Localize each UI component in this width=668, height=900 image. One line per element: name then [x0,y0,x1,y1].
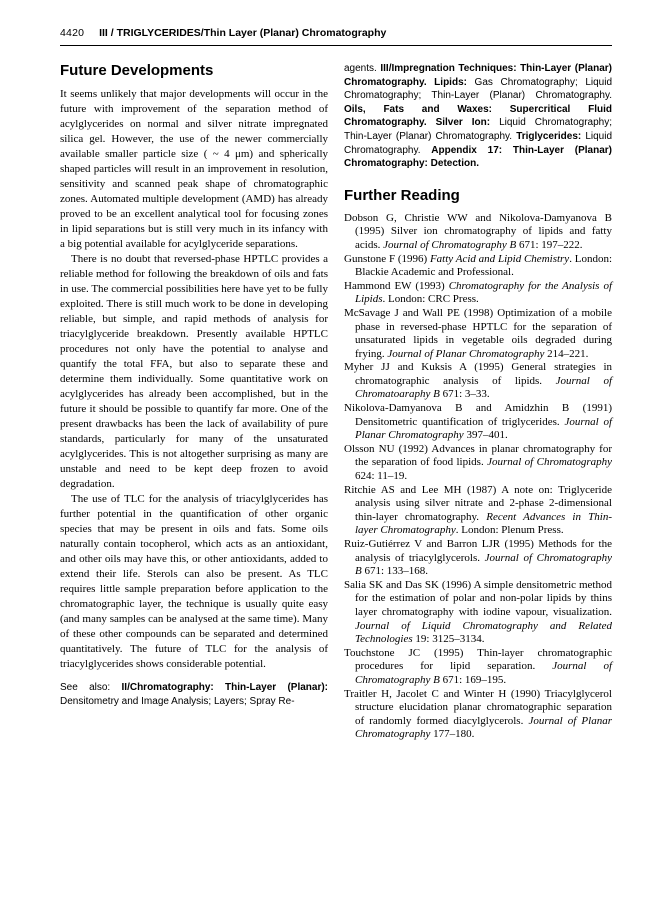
italic-run: Journal of Planar Chromatography [387,347,545,360]
future-developments-heading: Future Developments [60,62,214,79]
reference-item [344,579,612,647]
text-run: Densitometry and Image Analysis; Layers; Spray Re- [60,695,295,707]
text-run: . London: CRC Press. [382,293,479,306]
reference-item [344,443,612,484]
reference-item [344,688,612,742]
italic-run: Chromatography for the Analysis of Lipids [355,279,613,306]
text-run: 671: 133–168. [361,565,429,578]
reference-item [344,402,612,443]
bold-run: Appendix 17: Thin-Layer (Planar) Chromatography: Detection. [344,144,612,170]
reference-item [344,647,612,688]
reference-item [344,538,612,579]
bold-run: Triglycerides: [516,130,582,142]
see-also-block [60,681,328,708]
reference-item [344,361,612,402]
text-run: 671: 3–33. [439,388,490,401]
reference-item [344,280,612,307]
text-run: Ruiz-Gutiérrez V and Barron LJR (1995) Methods for the analysis of triacylglycerols. [344,538,612,564]
italic-run: Recent Advances in Thin-layer Chromatography [355,510,612,537]
body-paragraph: There is no doubt that reversed-phase HPTLC provides a reliable method for following the breakdown of oils and fats in use. The commercial possibilities here have yet to be fully exploited. There is still much work to be done in developing reliable, but simple, and rapid methods of analysis for triacylglyceride breakdown. Presently available HPTLC procedures not only have the potential to analyse and quantify the total FFA, but also to separate these and determine them individually. Some quantitative work on acylglycerides has already been accomplished, but in the future it should be possible to quantify far more. One of the present drawbacks has been the lack of availability of pure standards, particularly for many of the unsaturated acylglycerides. This is not altogether surprising as many are unstable and need to be kept deep frozen to avoid degradation. [60,253,328,490]
running-header [60,27,612,43]
text-run: Hammond EW (1993) [344,279,449,292]
text-run: McSavage J and Wall PE (1998) Optimization of a mobile phase in reversed-phase HPTLC for the separation of unsaturated lipids in vegetable oils degraded during frying. [344,306,612,360]
text-run: 671: 197–222. [516,238,583,251]
right-column [344,62,612,742]
body-paragraph: The use of TLC for the analysis of triacylglycerides has further potential in the quantification of other organic species that may be present in oils and fats. Some oils naturally contain tocopherol, which acts as an antioxidant, and other oils may have this, or other antioxidants, added to extend their life. Sterols can also be present. As TLC requires little sample preparation before application to the chromatographic layer, the technique is usually quite easy (and many samples can be analysed at the same time). Many of these other compounds can be separated and determined quantitatively. The future of TLC for the analysis of triacylglycerides shows considerable potential. [60,493,328,670]
text-run: Gas Chromatography; Liquid Chromatography; Thin-Layer (Planar) Chromatography. [344,76,613,102]
text-run: Liquid Chromatography. [344,130,613,156]
text-run: Gunstone F (1996) [344,252,430,265]
reference-list [344,212,612,742]
text-run: Myher JJ and Kuksis A (1995) General strategies in chromatographic analysis of lipids. [344,361,612,387]
text-run: 19: 3125–3134. [412,633,485,646]
reference-item [344,484,612,538]
italic-run: Journal of Planar Chromatography [355,415,612,442]
italic-run: Journal of Chromatography B [355,551,612,578]
running-title: III / TRIGLYCERIDES/Thin Layer (Planar) Chromatography [99,27,387,39]
text-run: Touchstone JC (1995) Thin-layer chromatographic procedures for lipid separation. [344,646,612,673]
text-run: Dobson G, Christie WW and Nikolova-Damyanova B (1995) Silver ion chromatography of lipids and fatty acids. [344,211,612,251]
text-run: 177–180. [430,728,475,741]
header-rule [60,45,612,46]
bold-run: II/Chromatography: Thin-Layer (Planar): [121,682,329,693]
text-run: . London: Plenum Press. [455,524,564,537]
see-also-continued [344,62,612,171]
text-run: 671: 169–195. [439,673,507,686]
text-run: Nikolova-Damyanova B and Amidzhin B (1991) Densitometric quantification of triglycerides. [344,402,612,428]
further-reading-heading: Further Reading [344,186,460,204]
italic-run: Journal of Chromatoaraphy B [355,374,612,401]
text-run: Salia SK and Das SK (1996) A simple densitometric method for the estimation of polar and non-polar lipids by thins layer chromatography with iodine vapour, visualization. [344,578,612,618]
see-also-label: See also: [60,682,111,693]
italic-run: Journal of Liquid Chromatography and Related Technologies [355,619,612,646]
body-paragraph: It seems unlikely that major developments will occur in the future with improvement of the separation method of acylglycerides on normal and silver nitrate impregnated silica gel. However, the use of the newer commercially available smaller particle size ( ~ 4 μm) and spherically shaped particles will result in an improvement in resolution, sensitivity and scanned peak shape of chromatographic zones. Automated multiple development (AMD) has already proved to be an excellent analytical tool for focusing zones in lipid separations but is still very much in its infancy with a big potential available for acylglyceride separations. [60,88,328,250]
left-column [60,62,328,708]
italic-run: Journal of Chromatography [487,456,612,469]
reference-item [344,253,612,280]
reference-item [344,307,612,361]
bold-run: III/Impregnation Techniques: Thin-Layer (Planar) Chromatography. Lipids: [344,63,612,88]
text-run: Traitler H, Jacolet C and Winter H (1990) Triacylglycerol structure elucidation planar chromatographic separation of randomly formed diacylglycerols. [344,687,612,727]
italic-run: Journal of Chromatography B [383,238,517,251]
text-run: . London: Blackie Academic and Professional. [355,252,613,279]
text-run: 624: 11–19. [355,470,408,483]
reference-item [344,212,612,253]
text-run: Liquid Chromatography; Thin-Layer (Planar) Chromatography. [344,117,612,142]
italic-run: Journal of Planar Chromatography [355,714,612,741]
page-number: 4420 [60,27,85,39]
text-run: 214–221. [544,347,589,360]
bold-run: Oils, Fats and Waxes: Supercritical Fluid Chromatography. Silver Ion: [344,103,612,129]
italic-run: Fatty Acid and Lipid Chemistry [429,252,570,265]
text-run: Ritchie AS and Lee MH (1987) A note on: Triglyceride analysis using silver nitrate and 2-phase 2-dimensional thin-layer chromatography. [344,483,612,523]
text-run: 397–401. [463,429,508,442]
text-run: agents. [344,63,381,74]
text-run: Olsson NU (1992) Advances in planar chromatography for the separation of food lipids. [344,442,612,469]
italic-run: Journal of Chromatography B [355,660,612,686]
